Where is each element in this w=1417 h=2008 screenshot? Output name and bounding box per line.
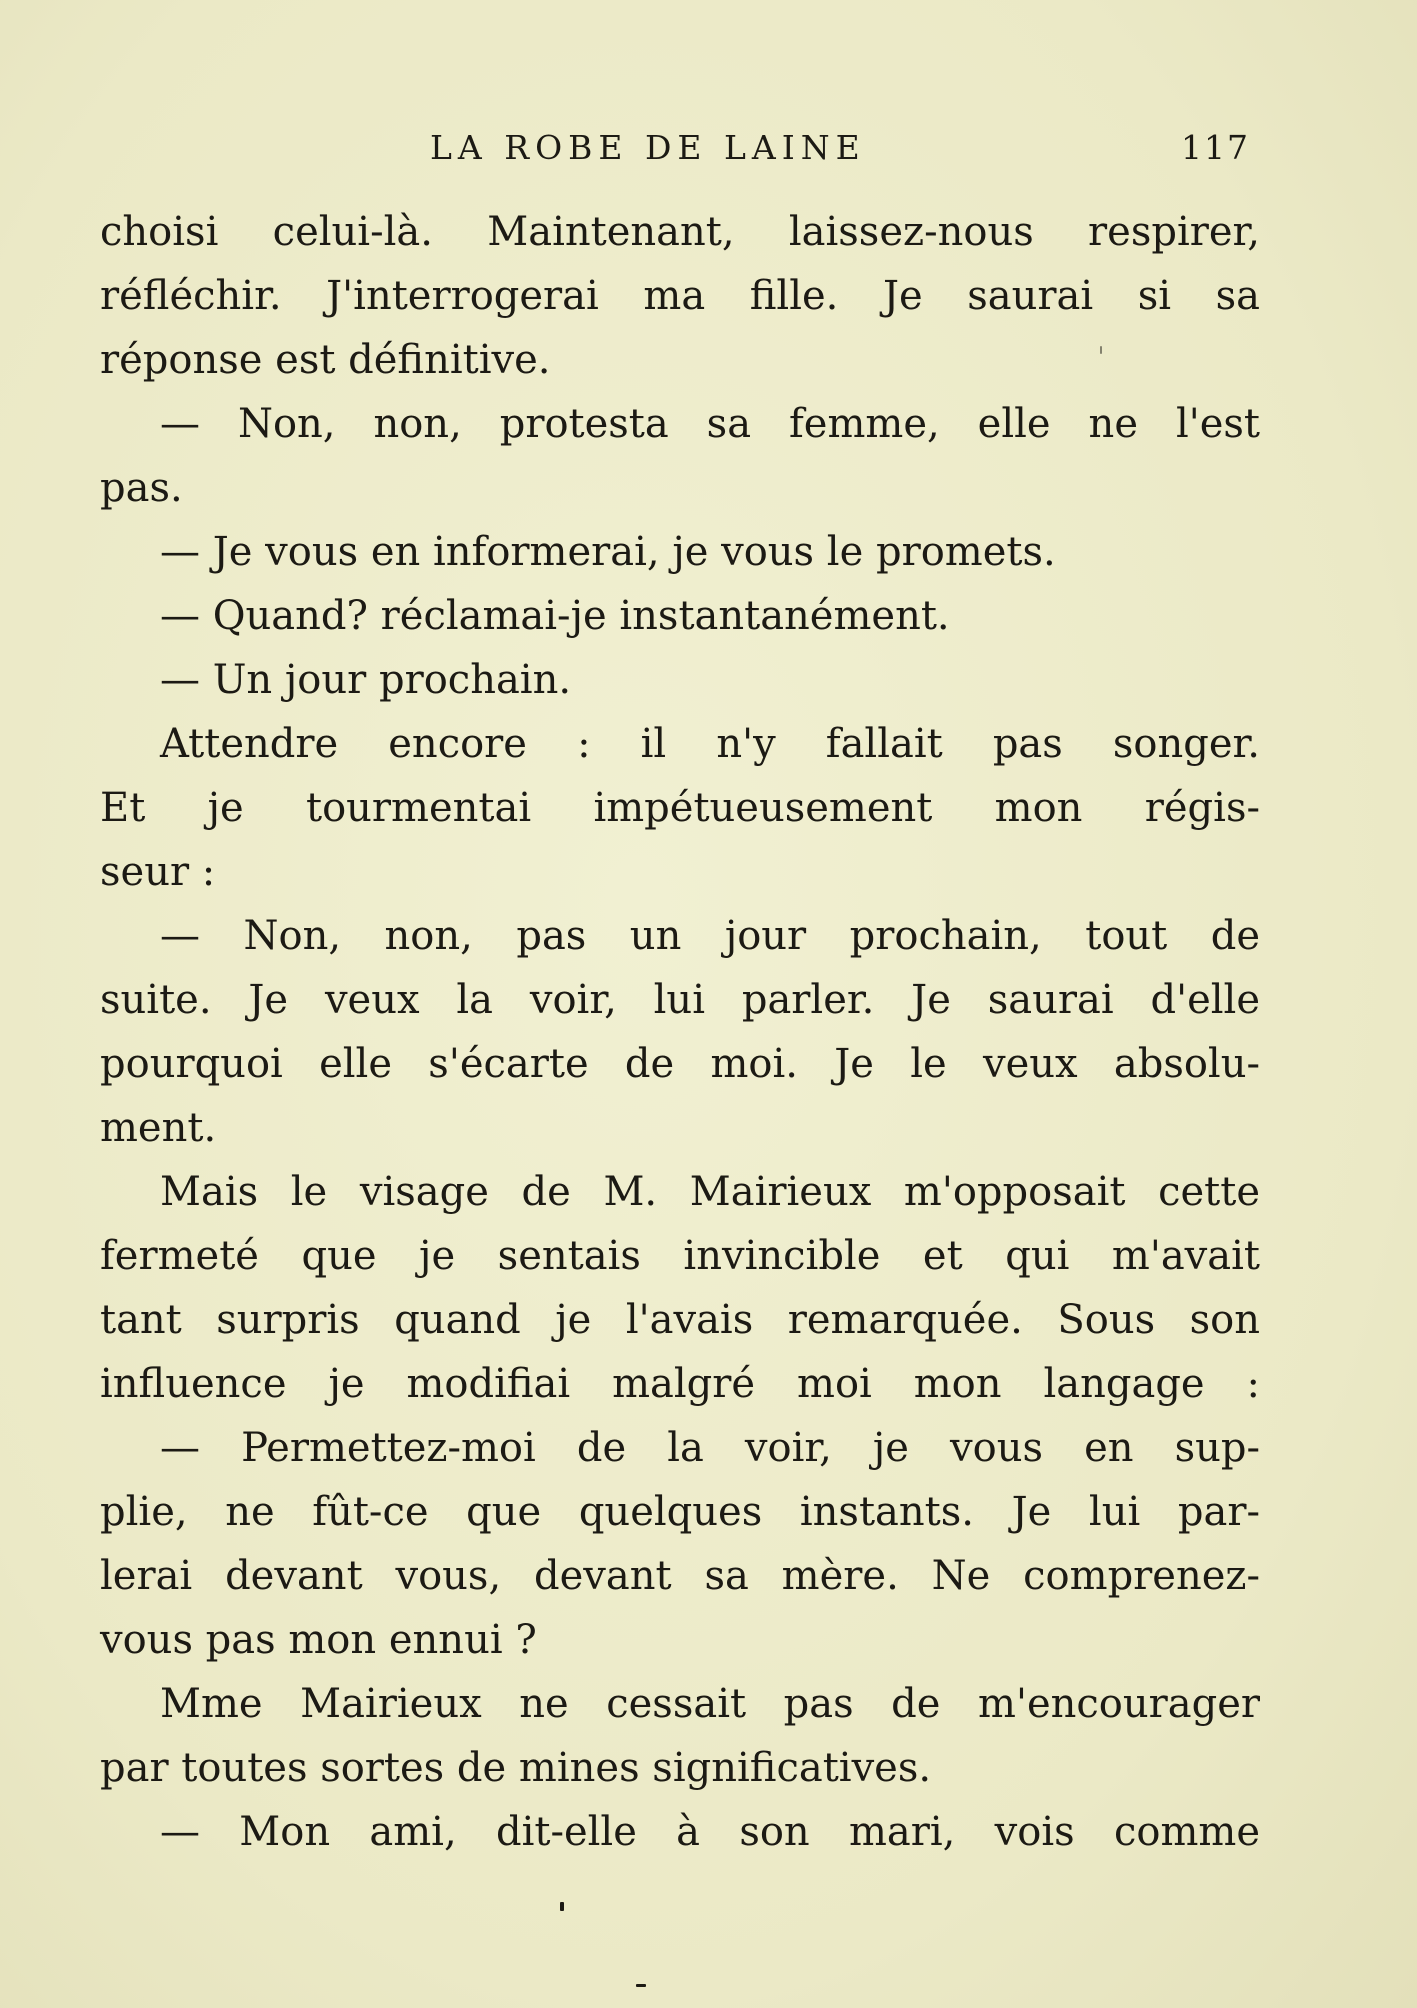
text-line: — Permettez-moi de la voir, je vous en sup-: [160, 1425, 1260, 1471]
text-line: — Mon ami, dit-elle à son mari, vois comme: [160, 1809, 1260, 1855]
text-line: par toutes sortes de mines significatives.: [100, 1745, 932, 1791]
ink-speck: [636, 1984, 646, 1987]
text-line: Attendre encore : il n'y fallait pas songer.: [160, 721, 1260, 767]
ink-speck: [1100, 346, 1102, 354]
text-line: Mme Mairieux ne cessait pas de m'encourager: [160, 1681, 1260, 1727]
text-line: réfléchir. J'interrogerai ma fille. Je saurai si sa: [100, 273, 1260, 319]
text-line: influence je modifiai malgré moi mon langage :: [100, 1361, 1260, 1407]
text-line: suite. Je veux la voir, lui parler. Je saurai d'elle: [100, 977, 1260, 1023]
ink-speck: [560, 1902, 564, 1911]
text-line: Et je tourmentai impétueusement mon régis-: [100, 785, 1260, 831]
text-line: lerai devant vous, devant sa mère. Ne comprenez-: [100, 1553, 1260, 1599]
running-head: [430, 128, 1250, 178]
text-line: ment.: [100, 1105, 217, 1151]
text-line: vous pas mon ennui ?: [100, 1617, 537, 1663]
text-line: Mais le visage de M. Mairieux m'opposait cette: [160, 1169, 1260, 1215]
text-line: — Je vous en informerai, je vous le promets.: [160, 529, 1056, 575]
text-line: seur :: [100, 849, 216, 895]
text-line: — Non, non, pas un jour prochain, tout de: [160, 913, 1260, 959]
text-line: — Non, non, protesta sa femme, elle ne l'est: [160, 401, 1260, 447]
text-line: pourquoi elle s'écarte de moi. Je le veux absolu-: [100, 1041, 1260, 1087]
text-line: tant surpris quand je l'avais remarquée. Sous son: [100, 1297, 1260, 1343]
text-line: pas.: [100, 465, 183, 511]
running-title: LA ROBE DE LAINE: [430, 128, 866, 167]
text-line: — Quand? réclamai-je instantanément.: [160, 593, 950, 639]
text-line: fermeté que je sentais invincible et qui m'avait: [100, 1233, 1260, 1279]
page-number: 117: [1181, 128, 1250, 167]
text-line: réponse est définitive.: [100, 337, 551, 383]
body-text: [100, 200, 1260, 1864]
text-line: plie, ne fût-ce que quelques instants. Je lui par-: [100, 1489, 1260, 1535]
text-line: choisi celui-là. Maintenant, laissez-nous respirer,: [100, 209, 1260, 255]
text-line: — Un jour prochain.: [160, 657, 572, 703]
